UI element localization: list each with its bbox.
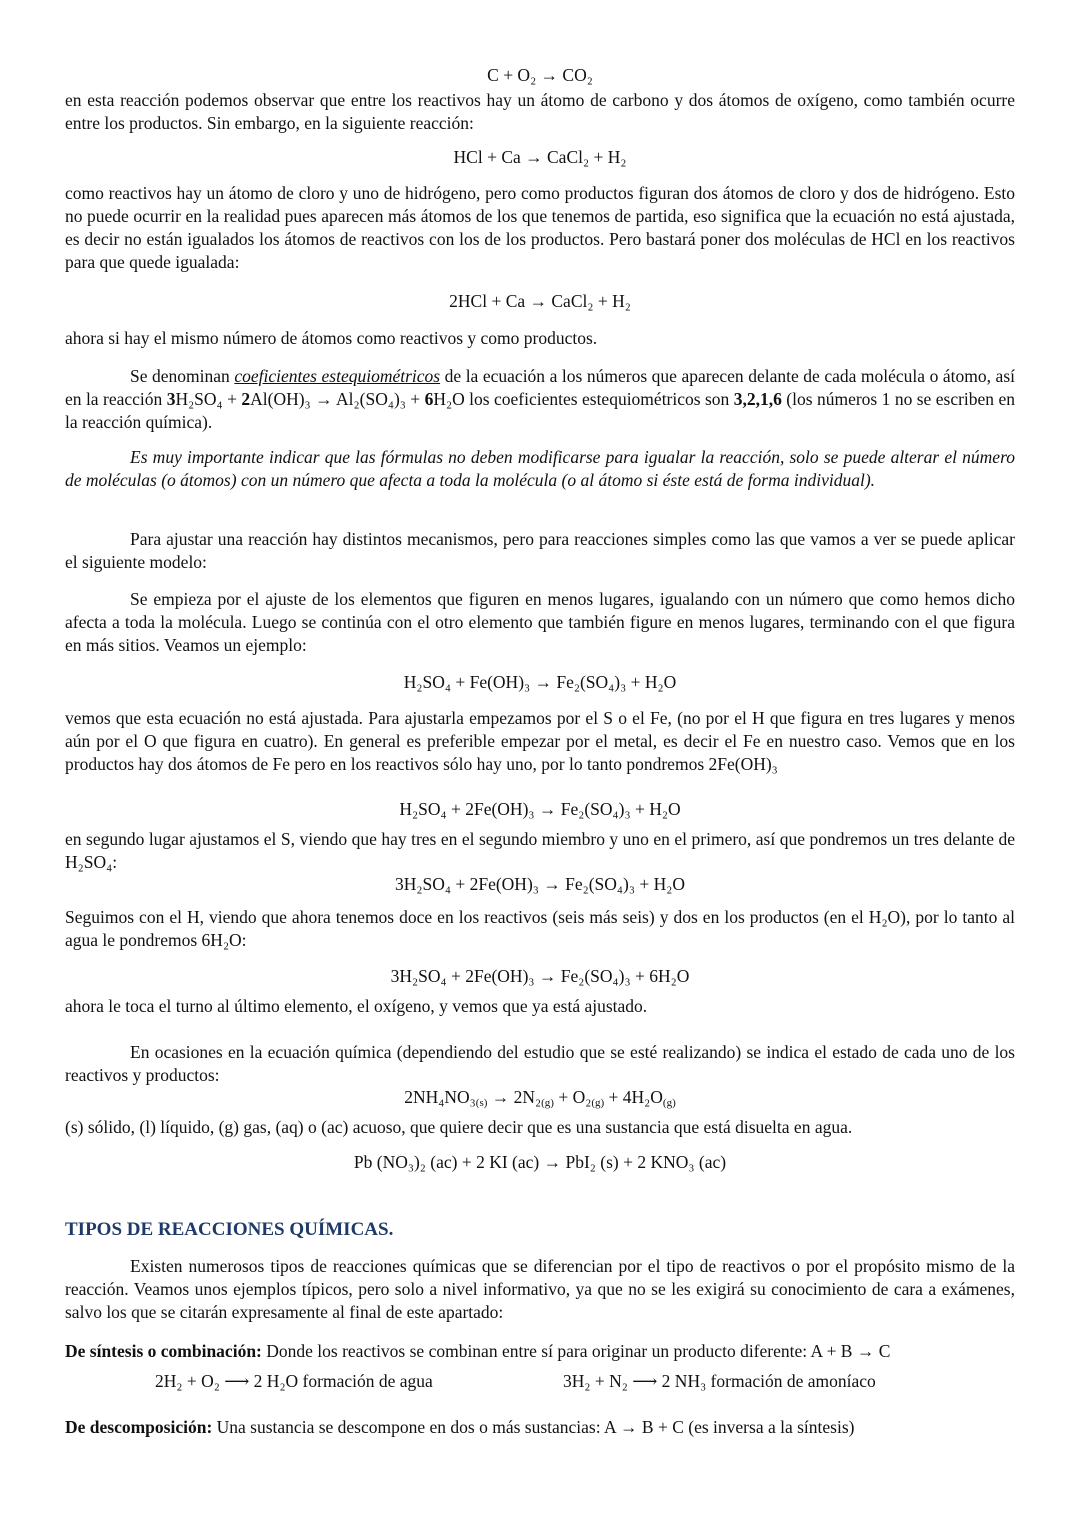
text-segment: Se denominan bbox=[130, 366, 235, 386]
coefficient: 2 bbox=[241, 389, 251, 409]
state-label: (g) bbox=[662, 1097, 676, 1109]
synthesis-example-ammonia: 3H₂ + N₂ ⟶ 2 NH₃ formación de amoníaco bbox=[563, 1371, 876, 1391]
paragraph-sulfur-step: en segundo lugar ajustamos el S, viendo que hay tres en el segundo miembro y uno en el primero, así que pondremos un tres delante de H₂SO₄: bbox=[65, 829, 1015, 872]
equation-unbalanced-hcl: HCl + Ca → CaCl₂ + H₂ bbox=[453, 147, 627, 167]
paragraph-important-note: Es muy importante indicar que las fórmulas no deben modificarse para igualar la reacción, solo se puede alterar el número de moléculas (o átomos) con un número que afecta a toda la molécula (o al átomo si éste está de forma individual). bbox=[65, 447, 1015, 490]
equation-example-step2: 3H₂SO₄ + 2Fe(OH)₃ → Fe₂(SO₄)₃ + H₂O bbox=[395, 874, 685, 894]
text-segment: los coeficientes estequiométricos son bbox=[464, 389, 734, 409]
paragraph-stoichiometric-coefficients bbox=[65, 365, 1015, 434]
term-stoichiometric-coefficients: coeficientes estequiométricos bbox=[234, 366, 441, 386]
equation-carbon-combustion: C + O₂ → CO₂ bbox=[487, 65, 593, 85]
paragraph-unbalanced-explanation: como reactivos hay un átomo de cloro y uno de hidrógeno, pero como productos figuran dos átomos de cloro y dos de hidrógeno. Esto no puede ocurrir en la realidad pues aparecen más átomos de los que tenemos de partida, eso significa que la ecuación no está ajustada, es decir no están igualados los átomos de reactivos con los de los productos. Pero bastará poner dos moléculas de HCl en los reactivos para que quede igualada: bbox=[65, 183, 1015, 272]
paragraph-example-analysis: vemos que esta ecuación no está ajustada. Para ajustarla empezamos por el S o el Fe, (no por el H que figura en tres lugares y menos aún por el O que figura en cuatro). En general es preferible empezar por el metal, es decir el Fe en nuestro caso. Vemos que en los productos hay dos átomos de Fe pero en los reactivos sólo hay uno, por lo tanto pondremos 2Fe(OH)₃ bbox=[65, 708, 1015, 774]
decomposition-text: Una sustancia se descompone en dos o más sustancias: A → B + C (es inversa a la síntesis) bbox=[212, 1417, 855, 1437]
paragraph-hydrogen-step: Seguimos con el H, viendo que ahora tenemos doce en los reactivos (seis más seis) y dos en los productos (en el H₂O), por lo tanto al agua le pondremos 6H₂O: bbox=[65, 907, 1015, 950]
synthesis-example-water: 2H₂ + O₂ ⟶ 2 H₂O formación de agua bbox=[155, 1371, 433, 1391]
formula-segment: + 4H₂O bbox=[604, 1087, 663, 1107]
coefficient: 3 bbox=[166, 389, 176, 409]
decomposition-definition bbox=[65, 1416, 854, 1439]
state-label: (g) bbox=[541, 1097, 554, 1109]
text-segment: (los números 1 no se escriben en la reacción química). bbox=[65, 389, 1015, 432]
formula-segment: H₂O bbox=[433, 389, 465, 409]
state-label: (s) bbox=[475, 1097, 488, 1109]
formula-segment: H₂SO₄ + bbox=[175, 389, 242, 409]
paragraph-reaction-types-intro: Existen numerosos tipos de reacciones químicas que se diferencian por el tipo de reactivos o por el propósito mismo de la reacción. Veamos unos ejemplos típicos, pero solo a nivel informativo, ya que no se les exigirá su conocimiento de cara a exámenes, salvo los que se citarán expresamente al final de este apartado: bbox=[65, 1256, 1015, 1322]
decomposition-label: De descomposición: bbox=[65, 1417, 213, 1437]
formula-segment: → 2N₂ bbox=[487, 1087, 542, 1107]
state-label: (g) bbox=[591, 1097, 605, 1109]
formula-segment: 2NH₄NO₃ bbox=[404, 1087, 476, 1107]
paragraph-balanced-note: ahora si hay el mismo número de átomos como reactivos y como productos. bbox=[65, 328, 598, 348]
paragraph-atom-count: en esta reacción podemos observar que entre los reactivos hay un átomo de carbono y dos átomos de oxígeno, como también ocurre entre los productos. Sin embargo, en la siguiente reacción: bbox=[65, 90, 1015, 133]
text-segment: de la ecuación a los números que aparecen delante de cada molécula o átomo, así en la reacción bbox=[65, 366, 1016, 409]
paragraph-oxygen-step: ahora le toca el turno al último elemento, el oxígeno, y vemos que ya está ajustado. bbox=[65, 996, 648, 1016]
synthesis-label: De síntesis o combinación: bbox=[65, 1341, 262, 1361]
equation-balanced-hcl: 2HCl + Ca → CaCl₂ + H₂ bbox=[449, 291, 631, 311]
formula-segment: + O₂ bbox=[553, 1087, 592, 1107]
equation-lead-nitrate: Pb (NO₃)₂ (ac) + 2 KI (ac) → PbI₂ (s) + 2 KNO₃ (ac) bbox=[353, 1152, 727, 1172]
paragraph-balancing-methods: Para ajustar una reacción hay distintos mecanismos, pero para reacciones simples como las que vamos a ver se puede aplicar el siguiente modelo: bbox=[65, 529, 1015, 572]
section-heading: TIPOS DE REACCIONES QUÍMICAS. bbox=[65, 1219, 394, 1240]
paragraph-state-legend: (s) sólido, (l) líquido, (g) gas, (aq) o (ac) acuoso, que quiere decir que es una sustancia que está disuelta en agua. bbox=[65, 1117, 853, 1137]
equation-ammonium-nitrate bbox=[0, 1086, 1080, 1109]
equation-example-balanced: 3H₂SO₄ + 2Fe(OH)₃ → Fe₂(SO₄)₃ + 6H₂O bbox=[390, 966, 690, 986]
paragraph-physical-states: En ocasiones en la ecuación química (dependiendo del estudio que se esté realizando) se indica el estado de cada uno de los reactivos y productos: bbox=[65, 1042, 1015, 1085]
coefficient-list: 3,2,1,6 bbox=[733, 389, 782, 409]
coefficient: 6 bbox=[424, 389, 434, 409]
equation-example-unbalanced: H₂SO₄ + Fe(OH)₃ → Fe₂(SO₄)₃ + H₂O bbox=[403, 672, 677, 692]
synthesis-definition bbox=[65, 1340, 890, 1363]
paragraph-balancing-model: Se empieza por el ajuste de los elementos que figuren en menos lugares, igualando con un número que como hemos dicho afecta a toda la molécula. Luego se continúa con el otro elemento que también figure en menos lugares, terminando con el que figura en más sitios. Veamos un ejemplo: bbox=[65, 589, 1015, 655]
equation-example-step1: H₂SO₄ + 2Fe(OH)₃ → Fe₂(SO₄)₃ + H₂O bbox=[399, 799, 681, 819]
synthesis-text: Donde los reactivos se combinan entre sí para originar un producto diferente: A + B → C bbox=[261, 1341, 891, 1361]
formula-segment: Al(OH)₃ → Al₂(SO₄)₃ + bbox=[250, 389, 425, 409]
